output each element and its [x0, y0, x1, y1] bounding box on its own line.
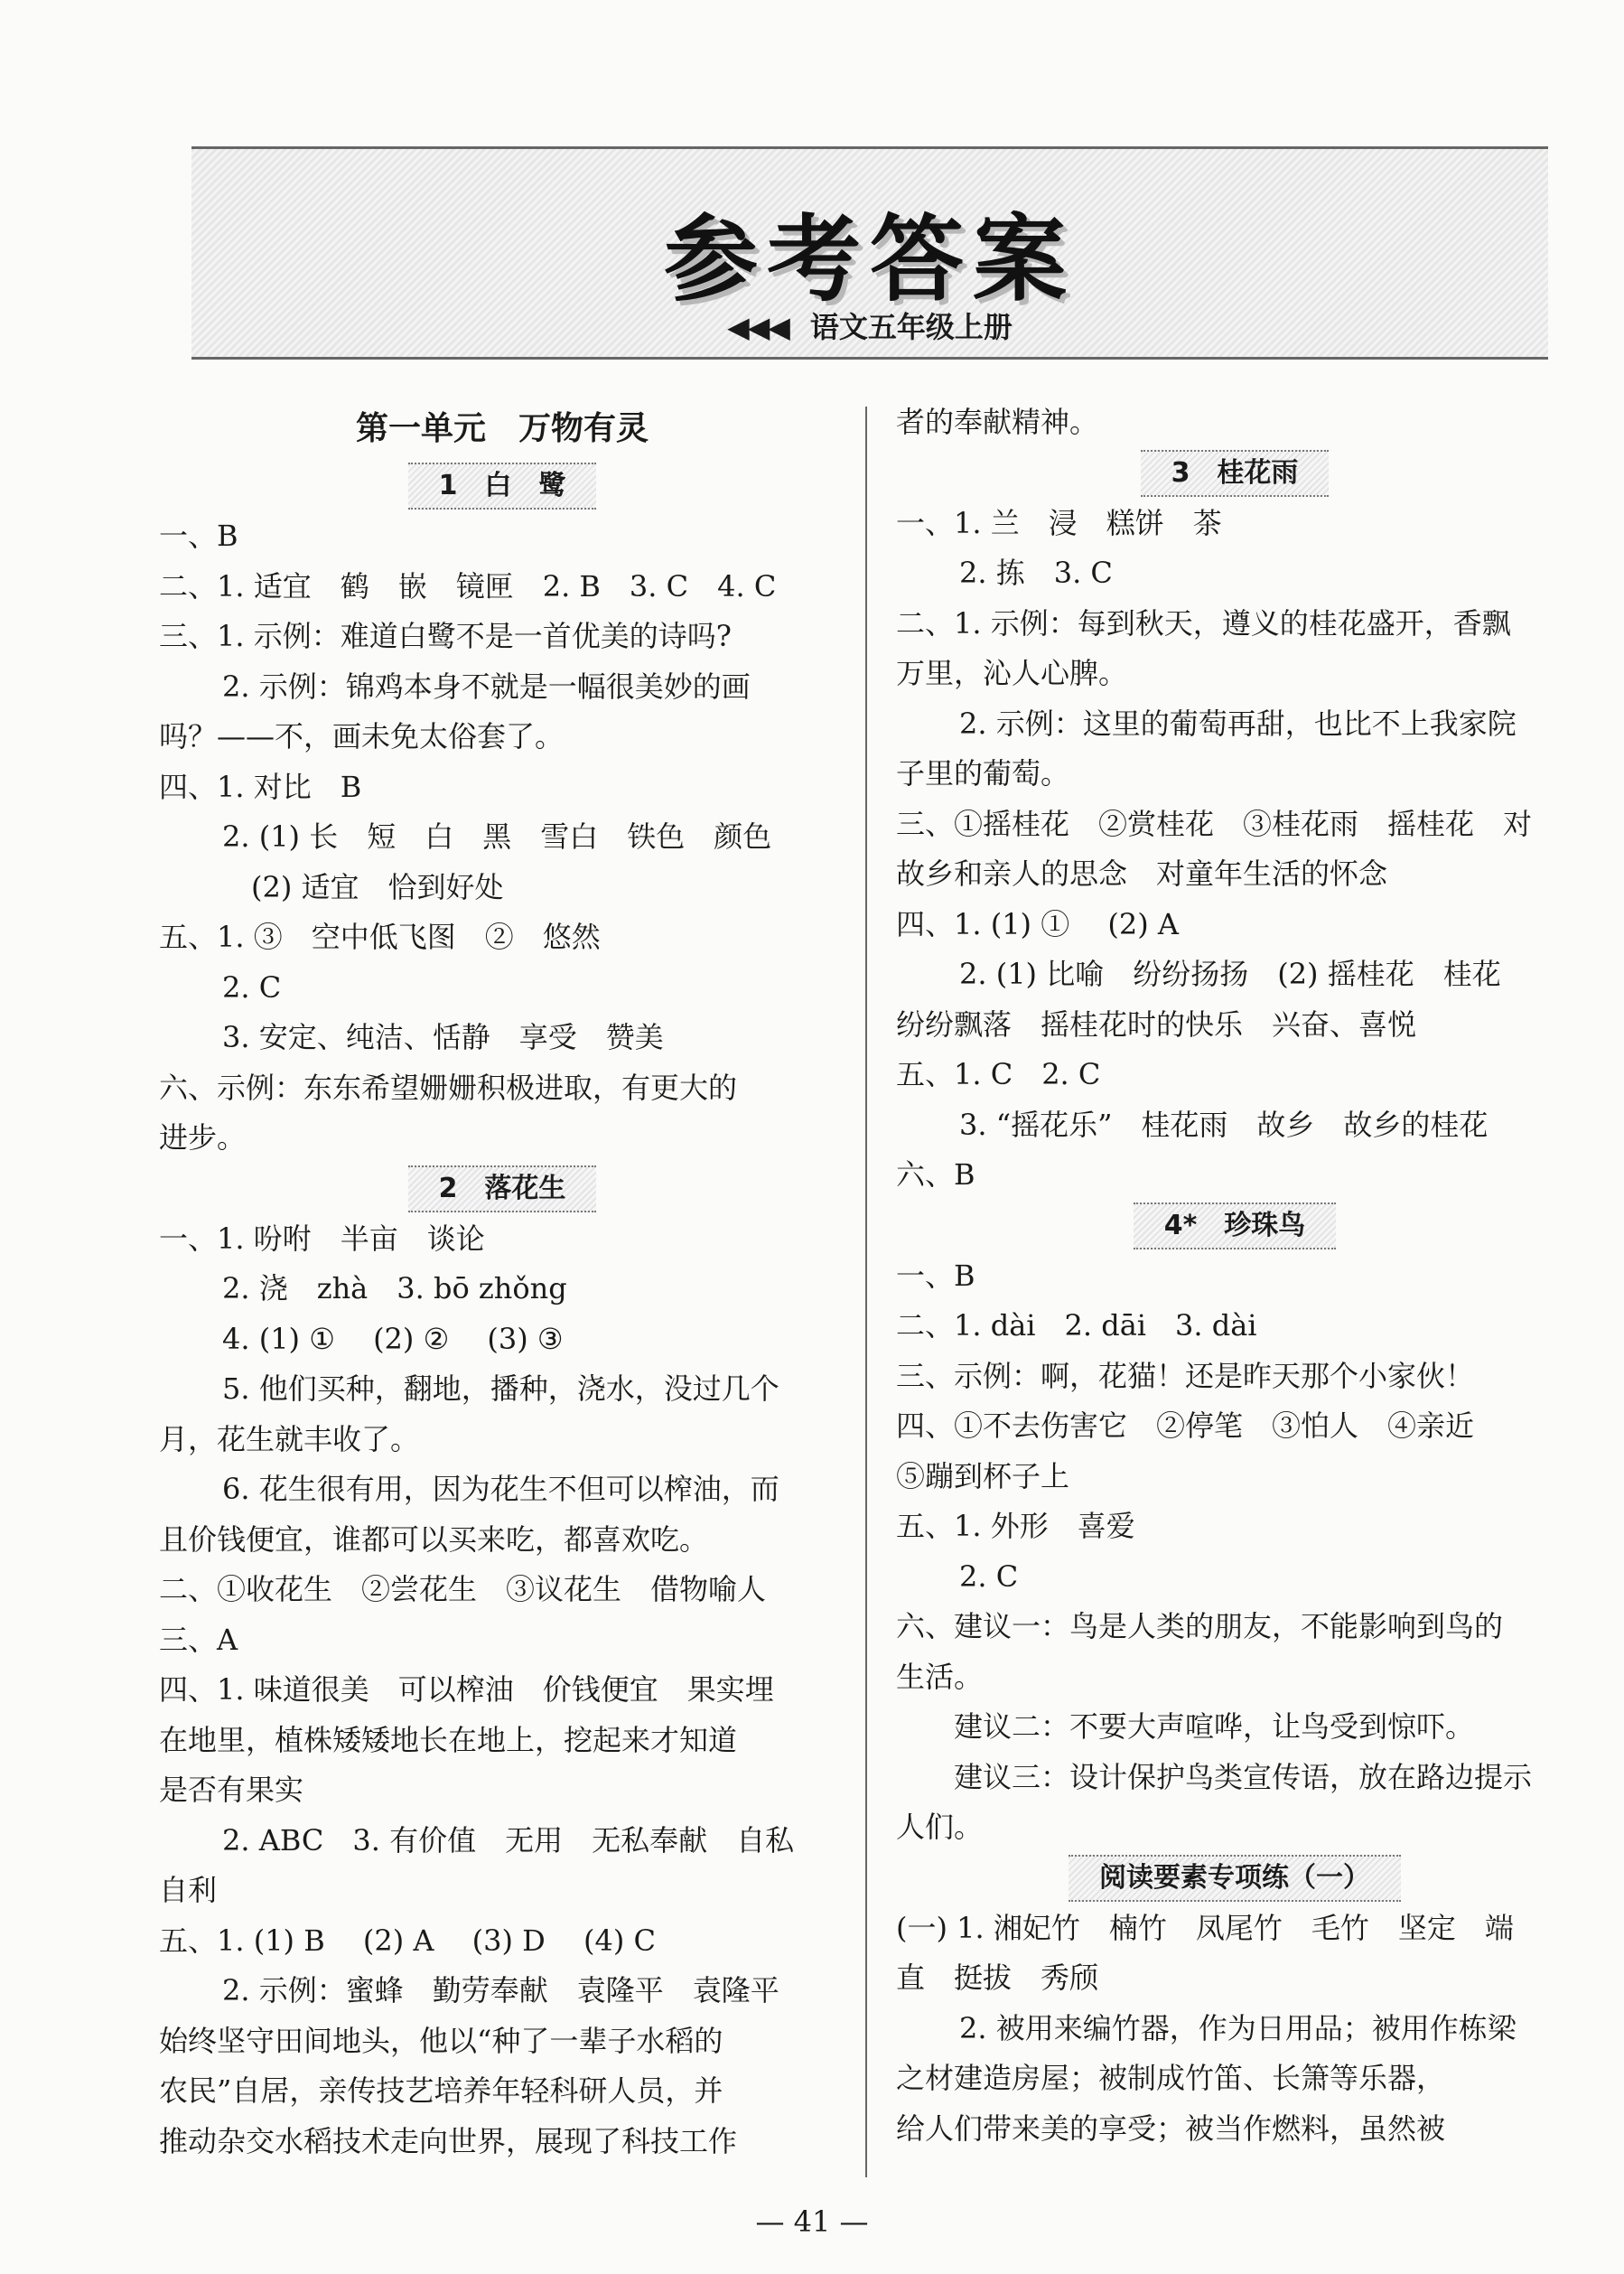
section-heading-text: 3 桂花雨: [1141, 450, 1330, 497]
triple-arrow-icon: ◀◀◀: [727, 310, 789, 344]
answer-line: 2. ABC 3. 有价值 无用 无私奉献 自私: [222, 1822, 795, 1858]
answer-line: (一) 1. 湘妃竹 楠竹 凤尾竹 毛竹 坚定 端: [896, 1910, 1514, 1945]
answer-line: 给人们带来美的享受；被当作燃料，虽然被: [896, 2110, 1446, 2146]
answer-line: 子里的葡萄。: [896, 756, 1070, 791]
answer-line: 一、1. 吩咐 半亩 谈论: [159, 1221, 485, 1256]
page-title: 参考答案: [663, 204, 1076, 314]
answer-line: 2. (1) 长 短 白 黑 雪白 铁色 颜色: [222, 819, 772, 854]
header-banner: [191, 146, 1548, 360]
section-heading-text: 1 白 鹭: [408, 463, 597, 510]
section-heading: [896, 1853, 1573, 1904]
answer-line: 六、示例：东东希望姗姗积极进取，有更大的: [159, 1070, 738, 1105]
answer-line: 5. 他们买种，翻地，播种，浇水，没过几个: [222, 1371, 779, 1406]
answer-line: 一、B: [896, 1258, 975, 1293]
answer-line: 故乡和亲人的思念 对童年生活的怀念: [896, 856, 1388, 891]
answer-line: 一、1. 兰 浸 糕饼 茶: [896, 505, 1222, 540]
answer-line: 2. C: [222, 969, 282, 1005]
answer-line: 二、1. dài 2. dāi 3. dài: [896, 1308, 1257, 1343]
answer-line: 四、1. 对比 B: [159, 769, 362, 804]
answer-line: 6. 花生很有用，因为花生不但可以榨油，而: [222, 1472, 779, 1506]
answer-line: 三、1. 示例：难道白鹭不是一首优美的诗吗?: [159, 619, 732, 653]
section-heading-text: 阅读要素专项练（一）: [1069, 1855, 1401, 1902]
answer-line: 三、A: [159, 1622, 238, 1657]
answer-line: 建议二：不要大声喧哗，让鸟受到惊吓。: [896, 1709, 1475, 1744]
answer-line: 进步。: [159, 1120, 247, 1155]
answer-line: 四、1. 味道很美 可以榨油 价钱便宜 果实埋: [159, 1672, 774, 1707]
section-heading: [159, 1164, 845, 1214]
answer-line: 始终坚守田间地头，他以“种了一辈子水稻的: [159, 2023, 723, 2058]
section-heading: [896, 448, 1573, 499]
answer-line: 2. (1) 比喻 纷纷扬扬 (2) 摇桂花 桂花: [959, 957, 1501, 991]
subtitle-text: 语文五年级上册: [809, 310, 1013, 344]
answer-line: 建议三：设计保护鸟类宣传语，放在路边提示: [896, 1759, 1533, 1794]
answer-line: 2. C: [959, 1558, 1019, 1594]
answer-line: 3. “摇花乐” 桂花雨 故乡 故乡的桂花: [959, 1107, 1489, 1142]
answer-line: 五、1. C 2. C: [896, 1057, 1101, 1091]
answer-line: 4. (1) ① (2) ② (3) ③: [222, 1321, 564, 1356]
answer-line: 月，花生就丰收了。: [159, 1421, 420, 1456]
answer-line: 六、B: [896, 1157, 975, 1192]
answer-line: 者的奉献精神。: [896, 405, 1099, 439]
answer-line: 之材建造房屋；被制成竹笛、长箫等乐器，: [896, 2061, 1446, 2095]
page-number: — 41 —: [755, 2204, 869, 2239]
answer-line: 2. 示例：锦鸡本身不就是一幅很美妙的画: [222, 669, 751, 704]
answer-line: 2. 被用来编竹器，作为日用品；被用作栋梁: [959, 2010, 1517, 2045]
answer-line: 且价钱便宜，谁都可以买来吃，都喜欢吃。: [159, 1521, 709, 1557]
answer-line: 农民”自居，亲传技艺培养年轻科研人员，并: [159, 2073, 723, 2108]
answer-line: 生活。: [896, 1659, 984, 1694]
column-divider: [865, 407, 867, 2177]
answer-line: 直 挺拔 秀颀: [896, 1961, 1099, 1995]
section-heading: [896, 1201, 1573, 1251]
answer-line: 2. 示例：这里的葡萄再甜，也比不上我家院: [959, 706, 1517, 741]
section-heading-text: 2 落花生: [408, 1165, 597, 1212]
right-column: [896, 398, 1573, 2154]
unit-title: 第一单元 万物有灵: [355, 410, 649, 447]
answer-line: 人们。: [896, 1810, 984, 1844]
answer-line: 是否有果实: [159, 1773, 304, 1807]
left-column: [159, 398, 845, 2166]
answer-line: 推动杂交水稻技术走向世界，展现了科技工作: [159, 2123, 738, 2158]
answer-line: 四、①不去伤害它 ②停笔 ③怕人 ④亲近: [896, 1408, 1475, 1443]
answer-line: 二、1. 示例：每到秋天，遵义的桂花盛开，香飘: [896, 605, 1511, 641]
answer-line: 一、B: [159, 519, 238, 553]
answer-line: 自利: [159, 1873, 218, 1907]
answer-line: 2. 浇 zhà 3. bō zhǒng: [222, 1271, 567, 1305]
answer-line: 六、建议一：鸟是人类的朋友，不能影响到鸟的: [896, 1609, 1504, 1643]
answer-line: 万里，沁人心脾。: [896, 656, 1128, 690]
answer-line: 二、①收花生 ②尝花生 ③议花生 借物喻人: [159, 1572, 767, 1606]
answer-line: 五、1. ③ 空中低飞图 ② 悠然: [159, 920, 601, 954]
answer-line: 吗？——不，画未免太俗套了。: [159, 719, 565, 753]
section-heading: [159, 461, 845, 511]
answer-line: 五、1. 外形 喜爱: [896, 1509, 1135, 1543]
answer-line: 纷纷飘落 摇桂花时的快乐 兴奋、喜悦: [896, 1006, 1417, 1042]
section-heading-text: 4* 珍珠鸟: [1134, 1203, 1337, 1249]
answer-line: 在地里，植株矮矮地长在地上，挖起来才知道: [159, 1722, 738, 1757]
answer-line: ⑤蹦到杯子上: [896, 1458, 1070, 1493]
answer-line: 3. 安定、纯洁、恬静 享受 赞美: [222, 1020, 664, 1054]
answer-line: 五、1. (1) B (2) A (3) D (4) C: [159, 1923, 656, 1958]
subtitle: [191, 304, 1548, 346]
answer-line: 二、1. 适宜 鹤 嵌 镜匣 2. B 3. C 4. C: [159, 568, 777, 604]
answer-line: 三、①摇桂花 ②赏桂花 ③桂花雨 摇桂花 对: [896, 806, 1533, 841]
answer-line: (2) 适宜 恰到好处: [222, 869, 504, 904]
answer-line: 2. 示例：蜜蜂 勤劳奉献 袁隆平 袁隆平: [222, 1973, 779, 2007]
answer-line: 2. 拣 3. C: [959, 556, 1113, 590]
answer-line: 三、示例：啊，花猫！还是昨天那个小家伙！: [896, 1358, 1475, 1393]
answer-line: 四、1. (1) ① (2) A: [896, 906, 1179, 941]
